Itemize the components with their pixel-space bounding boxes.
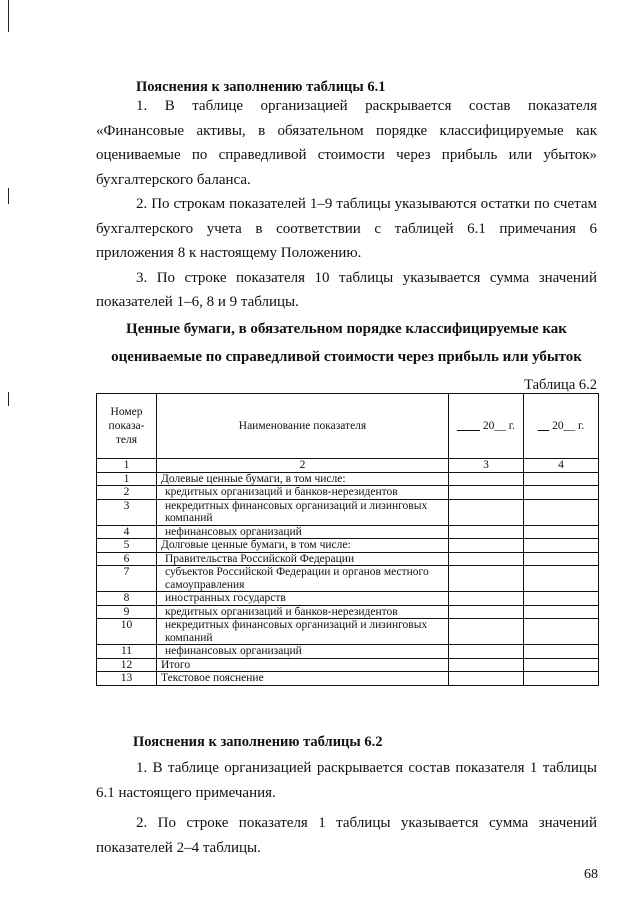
row-name-cell: Правительства Российской Федерации — [157, 552, 449, 566]
table-title-line: оцениваемые по справедливой стоимости через прибыль или убыток — [111, 349, 582, 365]
value-cell — [524, 619, 599, 645]
row-name-cell: Текстовое пояснение — [157, 672, 449, 686]
table-row — [97, 619, 599, 645]
header-year-1: ____ 20__ г. — [449, 394, 524, 459]
table-row — [97, 672, 599, 686]
header-name: Наименование показателя — [157, 394, 449, 459]
row-name-cell: Итого — [157, 658, 449, 672]
row-number-cell: 6 — [97, 552, 157, 566]
value-cell — [524, 552, 599, 566]
paragraph: 2. По строкам показателей 1–9 таблицы указываются остатки по счетам бухгалтерского учета в соответствии с таблицей 6.1 примечания 6 приложения 8 к настоящему Положению. — [96, 196, 597, 261]
paragraph: 3. По строке показателя 10 таблицы указывается сумма значений показателей 1–6, 8 и 9 таблицы. — [96, 269, 597, 310]
table-row — [97, 539, 599, 553]
row-name-cell: субъектов Российской Федерации и органов местного самоуправления — [157, 566, 449, 592]
table-row — [97, 592, 599, 606]
table-label: Таблица 6.2 — [524, 377, 597, 393]
value-cell — [449, 592, 524, 606]
scan-margin-mark — [8, 392, 9, 406]
page-number: 68 — [584, 867, 598, 882]
table-row — [97, 499, 599, 525]
row-number-cell: 1 — [97, 472, 157, 486]
header-number: Номер показа- теля — [97, 394, 157, 459]
section-2-body — [96, 756, 597, 860]
value-cell — [524, 672, 599, 686]
value-cell — [449, 619, 524, 645]
row-name-cell: кредитных организаций и банков-нерезидентов — [157, 486, 449, 500]
row-number-cell: 10 — [97, 619, 157, 645]
column-number-cell: 2 — [157, 459, 449, 473]
row-name-cell: некредитных финансовых организаций и лизинговых компаний — [157, 499, 449, 525]
header-year-2: __ 20__ г. — [524, 394, 599, 459]
table-header-row — [97, 394, 599, 459]
table-row — [97, 525, 599, 539]
table-row — [97, 605, 599, 619]
row-number-cell: 13 — [97, 672, 157, 686]
value-cell — [524, 605, 599, 619]
table-row — [97, 472, 599, 486]
row-number-cell: 8 — [97, 592, 157, 606]
value-cell — [449, 539, 524, 553]
column-number-row — [97, 459, 599, 473]
section-1-body — [96, 94, 597, 315]
row-name-cell: Долевые ценные бумаги, в том числе: — [157, 472, 449, 486]
row-name-cell: кредитных организаций и банков-нерезидентов — [157, 605, 449, 619]
table-row — [97, 566, 599, 592]
value-cell — [449, 605, 524, 619]
value-cell — [524, 472, 599, 486]
row-number-cell: 11 — [97, 645, 157, 659]
table-6-2 — [96, 393, 599, 686]
table-title-line: Ценные бумаги, в обязательном порядке классифицируемые как — [126, 321, 567, 337]
section-2-heading: Пояснения к заполнению таблицы 6.2 — [133, 734, 383, 750]
value-cell — [524, 592, 599, 606]
value-cell — [524, 499, 599, 525]
column-number-cell: 3 — [449, 459, 524, 473]
table-row — [97, 552, 599, 566]
row-number-cell: 4 — [97, 525, 157, 539]
row-number-cell: 5 — [97, 539, 157, 553]
table-row — [97, 486, 599, 500]
value-cell — [524, 486, 599, 500]
row-number-cell: 9 — [97, 605, 157, 619]
scan-margin-mark — [8, 188, 9, 204]
value-cell — [524, 645, 599, 659]
table-title — [96, 315, 597, 371]
row-number-cell: 7 — [97, 566, 157, 592]
row-name-cell: некредитных финансовых организаций и лизинговых компаний — [157, 619, 449, 645]
scan-margin-mark — [8, 0, 9, 32]
value-cell — [449, 566, 524, 592]
paragraph: 2. По строке показателя 1 таблицы указывается сумма значений показателей 2–4 таблицы. — [96, 815, 597, 856]
row-number-cell: 12 — [97, 658, 157, 672]
value-cell — [449, 486, 524, 500]
row-name-cell: Долговые ценные бумаги, в том числе: — [157, 539, 449, 553]
section-1-heading: Пояснения к заполнению таблицы 6.1 — [136, 79, 386, 95]
value-cell — [449, 525, 524, 539]
value-cell — [524, 658, 599, 672]
value-cell — [524, 525, 599, 539]
value-cell — [449, 472, 524, 486]
value-cell — [449, 499, 524, 525]
column-number-cell: 1 — [97, 459, 157, 473]
value-cell — [449, 658, 524, 672]
value-cell — [449, 645, 524, 659]
row-name-cell: иностранных государств — [157, 592, 449, 606]
row-name-cell: нефинансовых организаций — [157, 525, 449, 539]
table-row — [97, 658, 599, 672]
column-number-cell: 4 — [524, 459, 599, 473]
paragraph: 1. В таблице организацией раскрывается состав показателя «Финансовые активы, в обязательном порядке классифицируемые как оцениваемые по справедливой стоимости через прибыль или убыток» бухгалтерского баланса. — [96, 98, 597, 188]
paragraph: 1. В таблице организацией раскрывается состав показателя 1 таблицы 6.1 настоящего примечания. — [96, 760, 597, 801]
value-cell — [524, 539, 599, 553]
value-cell — [449, 552, 524, 566]
row-name-cell: нефинансовых организаций — [157, 645, 449, 659]
row-number-cell: 2 — [97, 486, 157, 500]
value-cell — [449, 672, 524, 686]
value-cell — [524, 566, 599, 592]
table-row — [97, 645, 599, 659]
row-number-cell: 3 — [97, 499, 157, 525]
